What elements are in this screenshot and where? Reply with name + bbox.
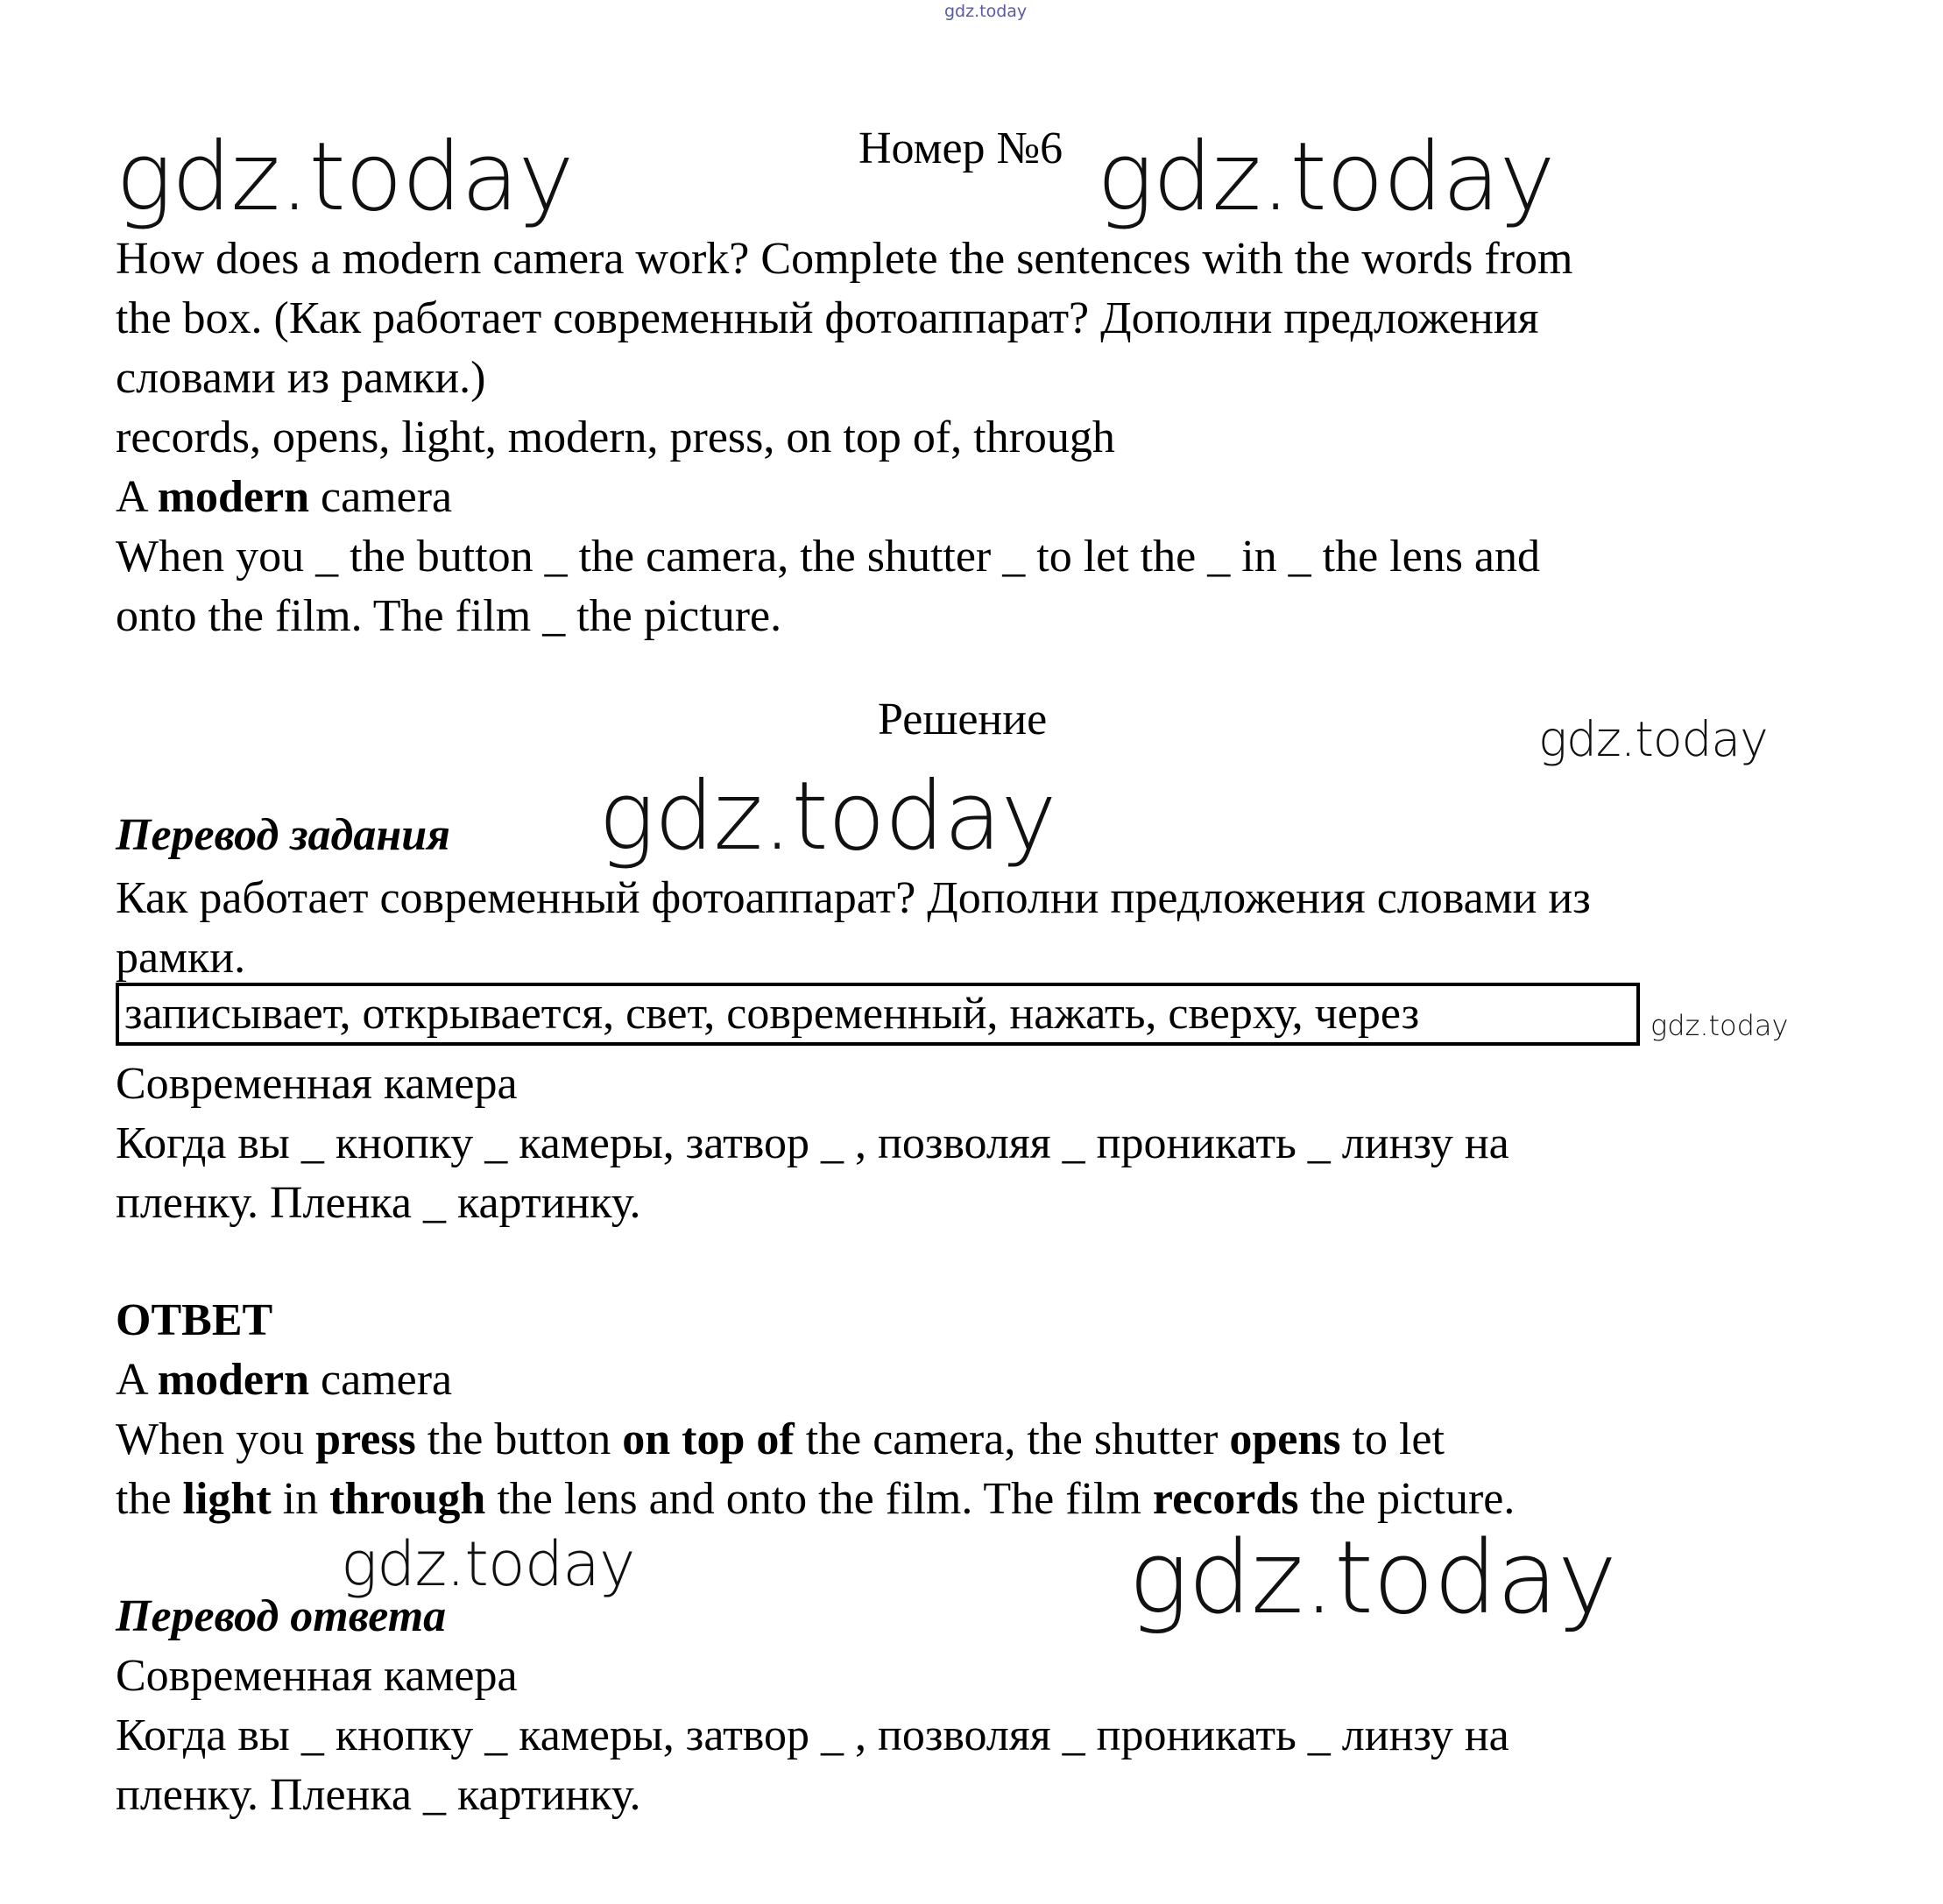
answer-subtitle: A modern camera [116,1355,453,1405]
watermark: gdz.today [1097,123,1555,232]
translation-text-line-1: Когда вы _ кнопку _ камеры, затвор _ , позволяя _ проникать _ линзу на [116,1118,1509,1168]
watermark: gdz.today [1650,1009,1789,1042]
answer-translation-line-2: пленку. Пленка _ картинку. [116,1770,641,1820]
task-line-2: the box. (Как работает современный фотоаппарат? Дополни предложения [116,293,1539,343]
translation-line-2: рамки. [116,933,246,983]
answer-translation-heading: Перевод ответа [116,1591,447,1641]
watermark: gdz.today [341,1528,635,1600]
watermark-top: gdz.today [944,2,1028,21]
translation-text-line-2: пленку. Пленка _ картинку. [116,1178,641,1228]
watermark: gdz.today [1128,1520,1616,1637]
task-text-line-2: onto the film. The film _ the picture. [116,591,782,641]
task-subtitle: A modern camera [116,472,453,522]
answer-heading: ОТВЕТ [116,1295,273,1345]
watermark: gdz.today [1538,711,1768,767]
answer-line-2: the light in through the lens and onto the film. The film records the picture. [116,1474,1516,1524]
task-number: Номер №6 [858,123,1063,173]
translation-word-box: записывает, открывается, свет, современный, нажать, сверху, через [116,983,1640,1046]
translation-line-1: Как работает современный фотоаппарат? Дополни предложения словами из [116,873,1591,923]
task-line-3: словами из рамки.) [116,353,486,403]
translation-heading: Перевод задания [116,810,450,860]
task-text-line-1: When you _ the button _ the camera, the shutter _ to let the _ in _ the lens and [116,532,1541,582]
solution-heading: Решение [878,695,1048,744]
watermark: gdz.today [116,123,574,232]
word-box-list: records, opens, light, modern, press, on top of, through [116,413,1115,462]
answer-line-1: When you press the button on top of the camera, the shutter opens to let [116,1414,1445,1464]
task-line-1: How does a modern camera work? Complete the sentences with the words from [116,234,1573,284]
translation-subtitle: Современная камера [116,1059,518,1109]
watermark: gdz.today [598,762,1056,871]
answer-translation-subtitle: Современная камера [116,1651,518,1701]
answer-translation-line-1: Когда вы _ кнопку _ камеры, затвор _ , позволяя _ проникать _ линзу на [116,1710,1509,1760]
